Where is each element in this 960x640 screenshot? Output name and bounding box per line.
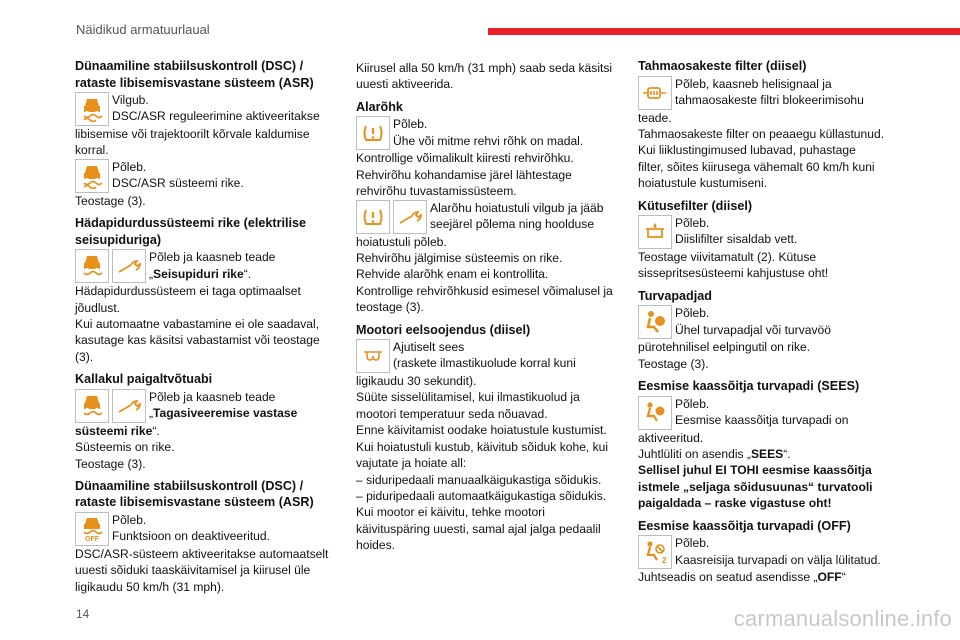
section-title: Turvapadjad: [638, 288, 712, 303]
warning-row: Ajutiselt sees (raskete ilmastikuolude korral kuni: [356, 339, 618, 373]
warning-row: Vilgub. DSC/ASR reguleerimine aktiveeritakse: [75, 92, 330, 126]
column-3: Tahmaosakeste filter (diisel) Põleb, kaasneb helisignaal ja tahmaosakeste filtri blokeerimisohu teade. Tahmaosakeste filter on peaaegu küllastunud. Kui liiklustingimused lubavad, puhastage filter, sõites kiirusega vähemalt 60 km/h kuni hoiatustule kustumiseni. Kütusefilter (diisel) Põleb. Diislifilter sisaldab vett. Teostage viivitamatult (2). Kütuse sissepritsesüsteemi kahjustuse oht! Turvapadjad Põleb. Ühel turvapadjal või turvavöö pürotehnilisel eelpingutil on rike. Teostage (3). Eesmise kaassõitja turvapadi (SEES) Põleb. Eesmise kaassõitja turvapadi on aktiveeritud. Juhtlüliti on asendis „SEES“. Sellisel juhul EI TOHI eesmise kaassõitja istmele „seljaga sõidusuunas“ turvatooli paigaldada – raske vigastuse oht! Eesmise kaassõitja turvapadi (OFF) 2 Põleb. Kaasreisija turvapadi on välja lülitatud. Juhtseadis on seatud asendisse „OFF“: [638, 58, 900, 586]
header-accent-bar: [488, 28, 960, 35]
traction-control-icon: [75, 389, 109, 423]
column-1: Dünaamiline stabiilsuskontroll (DSC) / rataste libisemisvastane süsteem (ASR) Vilgub. DSC/ASR reguleerimine aktiveeritakse libisemise või trajektoorilt kõrvale kaldumise korral. Põleb. DSC/ASR süsteemi rike. Teostage (3). Hädapidurdussüsteemi rike (elektrilise seisupiduriga) Põleb ja kaasneb teade „Seisupiduri rike“. Hädapidurdussüsteem ei taga optimaalset jõudlust. Kui automaatne vabastamine ei ole saadaval, kasutage kas käsitsi vabastamist või teostage (3). Kallakul paigaltvõtuabi Põleb ja kaasneb teade „Tagasiveeremise vastase süsteemi rike“. Süsteemis on rike. Teostage (3). Dünaamiline stabiilsuskontroll (DSC) / rataste libisemisvastane süsteem (ASR) OFF Põleb. Funktsioon on deaktiveeritud. DSC/ASR-süsteem aktiveeritakse automaatselt uuesti sõiduki taaskäivitamisel ja kiirusel üle ligikaudu 50 km/h (31 mph).: [75, 59, 329, 594]
section-title: Hädapidurdussüsteemi rike (elektrilise seisupiduriga): [75, 216, 306, 247]
glow-plug-icon: [356, 339, 390, 373]
fuel-filter-icon: [638, 215, 672, 249]
column-2: Kiirusel alla 50 km/h (31 mph) saab seda käsitsi uuesti aktiveerida. Alarõhk Põleb. Ühe või mitme rehvi rõhk on madal. Kontrollige võimalikult kiiresti rehvirõhku. Rehvirõhu kohandamise järel lähtestage rehvirõhu tuvastamissüsteem. Alarõhu hoiatustuli vilgub ja jääb seejärel põlema ning hoolduse hoiatustuli põleb. Rehvirõhu jälgimise süsteemis on rike. Rehvide alarõhk enam ei kontrollita. Kontrollige rehvirõhkusid esimesel võimalusel ja teostage (3). Mootori eelsoojendus (diisel) Ajutiselt sees (raskete ilmastikuolude korral kuni ligikaudu 30 sekundit). Süüte sisselülitamisel, kui ilmastikuolud ja mootori temperatuur seda nõuavad. Enne käivitamist oodake hoiatustule kustumist. Kui hoiatustuli kustub, käivitub sõiduk kohe, kui vajutate ja hoiate all: – siduripedaali manuaalkäigukastiga sõidukis. – piduripedaali automaatkäigukastiga sõidukis. Kui mootor ei käivitu, tehke mootori käivituspäring uuesti, samal ajal jalga pedaalil hoides.: [356, 60, 618, 554]
warning-row: Põleb ja kaasneb teade „Seisupiduri rike“.: [75, 249, 330, 283]
passenger-airbag-on-icon: [638, 396, 672, 430]
section-title: Alarõhk: [356, 99, 403, 114]
tyre-pressure-icon: [356, 116, 390, 150]
particle-filter-icon: [638, 76, 672, 110]
traction-control-icon: [75, 249, 109, 283]
svg-text:OFF: OFF: [85, 535, 99, 542]
section-title: Tahmaosakeste filter (diisel): [638, 59, 807, 73]
traction-control-icon: [75, 92, 109, 126]
warning-row: 2 Põleb. Kaasreisija turvapadi on välja lülitatud.: [638, 535, 900, 569]
airbag-icon: [638, 305, 672, 339]
warning-row: Põleb. DSC/ASR süsteemi rike.: [75, 159, 330, 193]
warning-row: Põleb. Diislifilter sisaldab vett.: [638, 215, 900, 249]
page-number: 14: [76, 607, 90, 621]
tyre-pressure-icon: [356, 200, 390, 234]
warning-row: Põleb ja kaasneb teade „Tagasiveeremise vastase: [75, 389, 330, 423]
section-title: Kallakul paigaltvõtuabi: [75, 372, 213, 387]
warning-row: Põleb. Ühe või mitme rehvi rõhk on madal.: [356, 116, 618, 150]
warning-row: Põleb. Eesmise kaassõitja turvapadi on: [638, 396, 900, 430]
wrench-icon: [112, 249, 146, 283]
warning-row: Alarõhu hoiatustuli vilgub ja jääb seejärel põlema ning hoolduse: [356, 200, 618, 234]
traction-control-off-icon: [75, 512, 109, 546]
warning-row: Põleb, kaasneb helisignaal ja tahmaosakeste filtri blokeerimisohu: [638, 76, 900, 110]
section-title: Dünaamiline stabiilsuskontroll (DSC) / rataste libisemisvastane süsteem (ASR): [75, 59, 314, 90]
warning-row: Põleb. Ühel turvapadjal või turvavöö: [638, 305, 900, 339]
running-header: Näidikud armatuurlaual: [76, 22, 210, 37]
svg-text:2: 2: [662, 556, 667, 566]
passenger-airbag-off-icon: [638, 535, 672, 569]
wrench-icon: [393, 200, 427, 234]
section-title: Mootori eelsoojendus (diisel): [356, 322, 531, 337]
section-title: Kütusefilter (diisel): [638, 198, 753, 213]
warning-row: OFF Põleb. Funktsioon on deaktiveeritud.: [75, 512, 330, 546]
section-title: Eesmise kaassõitja turvapadi (SEES): [638, 379, 860, 394]
watermark: carmanualsonline.info: [733, 606, 952, 631]
wrench-icon: [112, 389, 146, 423]
section-title: Dünaamiline stabiilsuskontroll (DSC) / rataste libisemisvastane süsteem (ASR): [75, 478, 314, 510]
traction-control-icon: [75, 159, 109, 193]
section-title: Eesmise kaassõitja turvapadi (OFF): [638, 518, 851, 533]
